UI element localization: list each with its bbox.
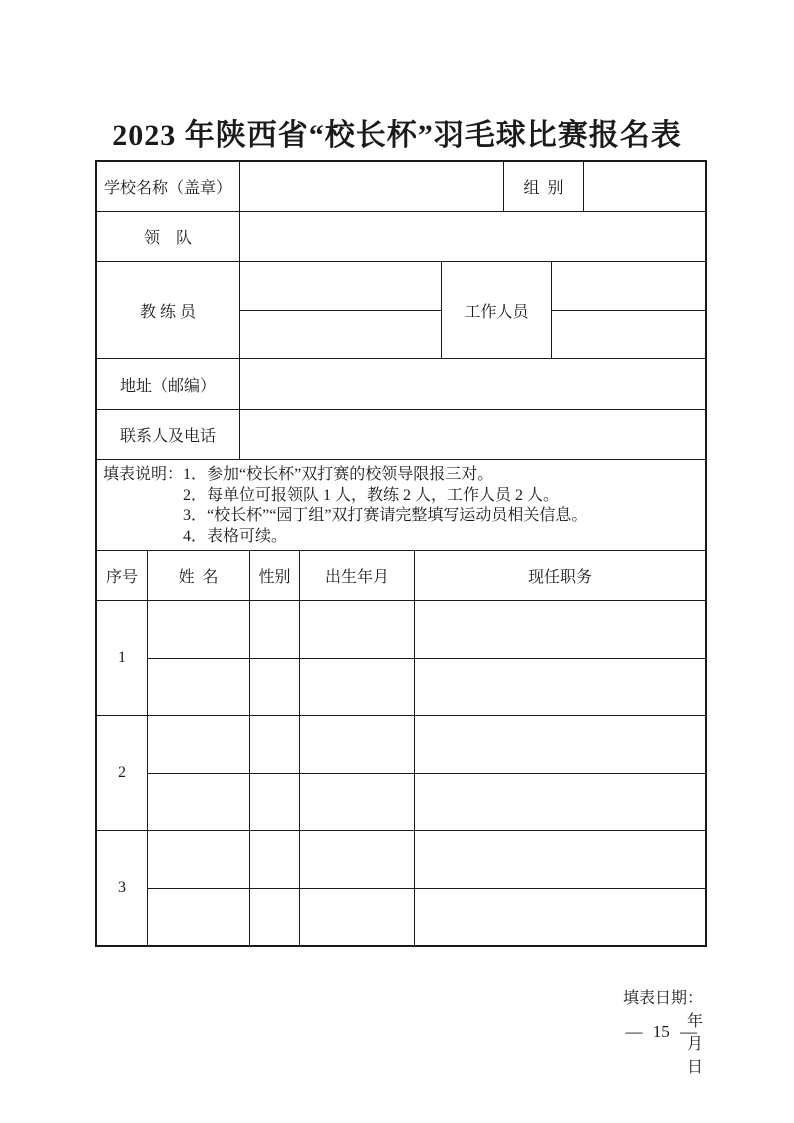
athlete-name-cell bbox=[147, 716, 249, 773]
group-1-entries bbox=[147, 601, 705, 715]
school-name-label: 学校名称（盖章） bbox=[103, 180, 232, 197]
athlete-gender-cell bbox=[249, 659, 299, 716]
group-3-entry-1 bbox=[147, 831, 705, 888]
group-1-number: 1 bbox=[118, 649, 126, 666]
notes-block bbox=[97, 460, 705, 550]
athlete-gender-cell bbox=[249, 774, 299, 831]
staff-label: 工作人员 bbox=[441, 262, 551, 358]
notes-item-2: 2．每单位可报领队 1 人，教练 2 人，工作人员 2 人。 bbox=[183, 486, 560, 504]
header-name: 姓 名 bbox=[147, 551, 249, 600]
athlete-birth-cell bbox=[299, 716, 414, 773]
roster-group-3 bbox=[97, 830, 705, 945]
staff-fields bbox=[551, 262, 705, 358]
athlete-gender-cell bbox=[249, 889, 299, 946]
notes-item-4: 4．表格可续。 bbox=[183, 527, 288, 545]
fill-date-label: 填表日期： bbox=[622, 990, 703, 1007]
coach-staff-row bbox=[97, 261, 705, 358]
contact-field bbox=[239, 410, 705, 459]
address-field bbox=[239, 359, 705, 409]
group-3-entry-2 bbox=[147, 888, 705, 946]
athlete-gender-cell bbox=[249, 716, 299, 773]
notes-item-1: 1．参加“校长杯”双打赛的校领导限报三对。 bbox=[183, 466, 494, 483]
month-label: 月 bbox=[686, 1036, 703, 1053]
staff-field-1 bbox=[552, 262, 705, 310]
header-birth: 出生年月 bbox=[299, 551, 414, 600]
athlete-name-cell bbox=[147, 774, 249, 831]
year-label: 年 bbox=[686, 1013, 703, 1030]
group-1-entry-2 bbox=[147, 658, 705, 716]
staff-field-2 bbox=[552, 310, 705, 359]
athlete-name-cell bbox=[147, 601, 249, 658]
address-label: 地址（邮编） bbox=[119, 377, 216, 395]
group-2-number: 2 bbox=[118, 764, 126, 781]
school-name-row bbox=[97, 162, 705, 211]
team-leader-row bbox=[97, 211, 705, 261]
header-gender: 性别 bbox=[249, 551, 299, 600]
group-1-entry-1 bbox=[147, 601, 705, 658]
coach-fields bbox=[239, 262, 441, 358]
athlete-birth-cell bbox=[299, 831, 414, 888]
athlete-birth-cell bbox=[299, 601, 414, 658]
page-title: 2023 年陕西省“校长杯”羽毛球比赛报名表 bbox=[112, 119, 682, 152]
group-3-number: 3 bbox=[118, 879, 126, 896]
athlete-position-cell bbox=[414, 889, 705, 946]
athlete-position-cell bbox=[414, 831, 705, 888]
address-row bbox=[97, 358, 705, 409]
athlete-position-cell bbox=[414, 659, 705, 716]
day-label: 日 bbox=[686, 1059, 703, 1076]
roster-group-2 bbox=[97, 715, 705, 830]
group-2-entries bbox=[147, 716, 705, 830]
header-position: 现任职务 bbox=[414, 551, 705, 600]
athlete-name-cell bbox=[147, 889, 249, 946]
contact-row bbox=[97, 409, 705, 459]
athlete-position-cell bbox=[414, 716, 705, 773]
athlete-name-cell bbox=[147, 659, 249, 716]
athlete-birth-cell bbox=[299, 774, 414, 831]
contact-label: 联系人及电话 bbox=[119, 428, 216, 445]
coach-label: 教 练 员 bbox=[139, 303, 196, 321]
notes-label: 填表说明： bbox=[103, 466, 184, 483]
athlete-position-cell bbox=[414, 601, 705, 658]
coach-field-2 bbox=[240, 310, 441, 359]
athlete-gender-cell bbox=[249, 831, 299, 888]
notes-row bbox=[97, 459, 705, 550]
athlete-birth-cell bbox=[299, 659, 414, 716]
athlete-name-cell bbox=[147, 831, 249, 888]
athlete-position-cell bbox=[414, 774, 705, 831]
team-leader-field bbox=[239, 212, 705, 261]
roster-group-1 bbox=[97, 600, 705, 715]
team-leader-label: 领 队 bbox=[143, 230, 192, 247]
header-no: 序号 bbox=[105, 569, 138, 586]
notes-item-3: 3．“校长杯”“园丁组”双打赛请完整填写运动员相关信息。 bbox=[183, 507, 588, 524]
group-2-entry-2 bbox=[147, 773, 705, 831]
athlete-gender-cell bbox=[249, 601, 299, 658]
group-3-entries bbox=[147, 831, 705, 945]
group-label: 组 别 bbox=[503, 162, 583, 211]
coach-field-1 bbox=[240, 262, 441, 310]
group-2-entry-1 bbox=[147, 716, 705, 773]
roster-header-row bbox=[97, 550, 705, 600]
notes-items bbox=[183, 465, 703, 547]
group-field bbox=[583, 162, 705, 211]
page-number: — 15 — bbox=[625, 1022, 697, 1041]
school-name-field bbox=[239, 162, 503, 211]
registration-form-table bbox=[95, 160, 707, 947]
athlete-birth-cell bbox=[299, 889, 414, 946]
